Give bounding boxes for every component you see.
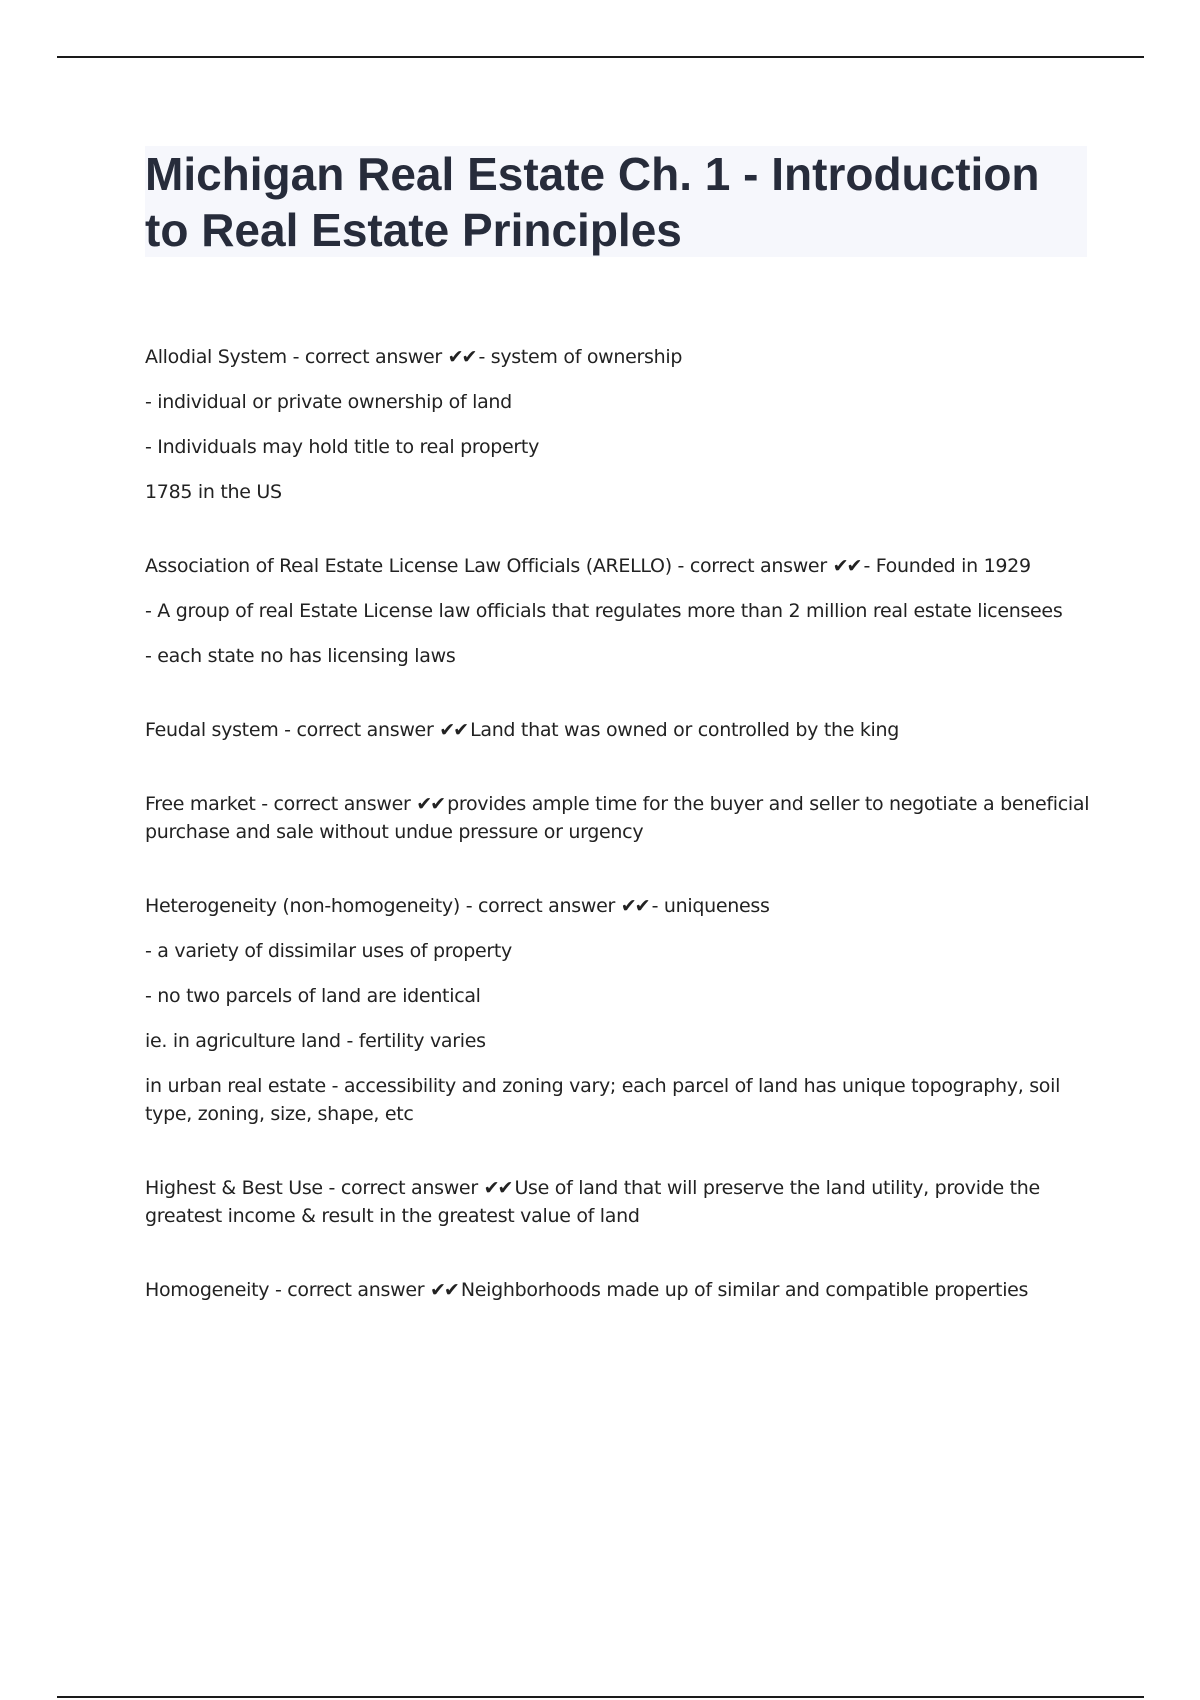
- entry-definition: Neighborhoods made up of similar and compatible properties: [460, 1279, 1029, 1301]
- entry-term: Association of Real Estate License Law Officials (ARELLO) - correct answer: [145, 555, 827, 577]
- entry-detail: in urban real estate - accessibility and zoning vary; each parcel of land has unique topography, soil type, zoning, size, shape, etc: [145, 1075, 1061, 1125]
- checkmark-icon: ✔✔: [447, 346, 476, 368]
- entry-detail: ie. in agriculture land - fertility varies: [145, 1030, 486, 1052]
- entry-term-line: [145, 1174, 1095, 1230]
- entry-term: Heterogeneity (non-homogeneity) - correct answer: [145, 895, 615, 917]
- entry-term-line: [145, 1276, 1095, 1304]
- entry-term: Homogeneity - correct answer: [145, 1279, 425, 1301]
- checkmark-icon: ✔✔: [416, 793, 445, 815]
- entry-term: Allodial System - correct answer: [145, 346, 442, 368]
- checkmark-icon: ✔✔: [832, 555, 861, 577]
- checkmark-icon: ✔✔: [620, 895, 649, 917]
- entry-term-line: [145, 716, 1095, 744]
- entry-detail: 1785 in the US: [145, 481, 282, 503]
- entry-definition: - uniqueness: [651, 895, 770, 917]
- entry-term-line: [145, 892, 1095, 920]
- entry-term: Feudal system - correct answer: [145, 719, 434, 741]
- flashcard-entry: [145, 552, 1095, 670]
- flashcard-entry: [145, 892, 1095, 1128]
- checkmark-icon: ✔✔: [483, 1177, 512, 1199]
- entry-detail: - individual or private ownership of land: [145, 391, 512, 413]
- entry-definition: provides ample time for the buyer and seller to negotiate a beneficial purchase and sale without undue pressure or urgency: [145, 793, 1090, 843]
- flashcard-entry: [145, 790, 1095, 846]
- entry-detail: - Individuals may hold title to real property: [145, 436, 540, 458]
- entry-definition: - system of ownership: [478, 346, 683, 368]
- flashcard-entry: [145, 1276, 1095, 1304]
- entry-definition: Land that was owned or controlled by the king: [470, 719, 900, 741]
- entry-detail: - A group of real Estate License law officials that regulates more than 2 million real estate licensees: [145, 600, 1063, 622]
- entry-term-line: [145, 343, 1095, 371]
- entry-term: Free market - correct answer: [145, 793, 411, 815]
- checkmark-icon: ✔✔: [439, 719, 468, 741]
- entry-detail: - a variety of dissimilar uses of property: [145, 940, 512, 962]
- header-rule: [57, 56, 1144, 58]
- flashcard-entry: [145, 343, 1095, 506]
- flashcard-entry: [145, 1174, 1095, 1230]
- footer-rule: [57, 1696, 1144, 1698]
- flashcard-entry: [145, 716, 1095, 744]
- document-title: Michigan Real Estate Ch. 1 - Introduction to Real Estate Principles: [145, 148, 1040, 256]
- title-block: [145, 146, 1087, 257]
- flashcard-list: [145, 343, 1095, 1304]
- checkmark-icon: ✔✔: [429, 1279, 458, 1301]
- entry-definition: Use of land that will preserve the land utility, provide the greatest income & result in the greatest value of land: [145, 1177, 1040, 1227]
- entry-detail: - each state no has licensing laws: [145, 645, 456, 667]
- entry-definition: - Founded in 1929: [863, 555, 1031, 577]
- entry-term: Highest & Best Use - correct answer: [145, 1177, 478, 1199]
- entry-detail: - no two parcels of land are identical: [145, 985, 481, 1007]
- entry-term-line: [145, 552, 1095, 580]
- entry-term-line: [145, 790, 1095, 846]
